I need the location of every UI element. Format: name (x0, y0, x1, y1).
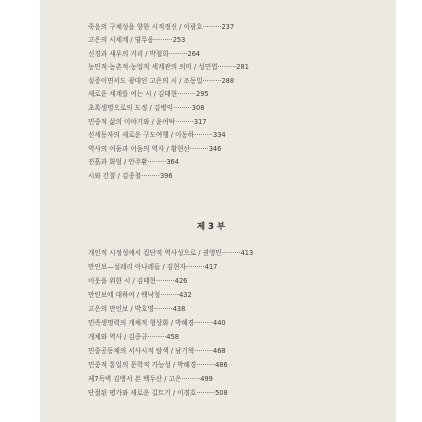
toc-entry: 만인보—설레리 아나레들 / 김현자·········417 (88, 263, 218, 271)
part-heading: 제 3 부 (196, 222, 226, 232)
toc-entry: 신경과 새우의 거리 / 박철희·········264 (88, 50, 201, 58)
toc-entry: 진흙과 화엄 / 안주환·········364 (88, 158, 179, 166)
toc-entry: 신세동자의 새로운 구도여행 / 이동하·········334 (88, 131, 226, 139)
toc-entry: 실증이면서도 광대인 고은의 시 / 조동일·········288 (88, 77, 235, 85)
toc-entry: 개체와 역사 / 김종규·········458 (88, 333, 179, 341)
toc-entry: 제7독벽 김병서 본 백두산 / 고은·········499 (88, 375, 213, 383)
toc-entry: 만인보에 대하여 / 백낙청·········432 (88, 291, 192, 299)
toc-entry: 고은의 시세계 / 염무웅·········253 (88, 36, 186, 44)
toc-entry: 죽음의 구체성을 향한 시적정신 / 이광호·········237 (88, 23, 235, 31)
toc-entry: 민중적 통일의 문학적 가능성 / 박혜경·········486 (88, 361, 228, 369)
toc-entry: 민중공동체의 서사시적 탐색 / 남기혁·········468 (88, 347, 226, 355)
toc-entry: 고은의 만인보 / 박호영·········438 (88, 305, 186, 313)
toc-entry: 역사의 어둠과 어둠의 역사 / 황현산·········346 (88, 145, 222, 153)
toc-entry: 이웃을 위한 시 / 김태현·········426 (88, 277, 188, 285)
toc-entry: 시와 간찰 / 김종철·········396 (88, 172, 173, 180)
toc-entry: 초록생명으로의 도정 / 김병익·········308 (88, 104, 205, 112)
toc-entry: 새로운 세계를 여는 시 / 김태현·········295 (88, 90, 209, 98)
toc-entry: 개인적 시정성에서 집단적 역사성으로 / 권영민·········413 (88, 249, 254, 257)
toc-entry: 농민적·농촌적·농업적 세계관의 의미 / 성민엽·········281 (88, 63, 249, 71)
toc-entry: 단절된 평가와 새로운 길트기 / 이경호·········508 (88, 389, 228, 397)
toc-entry: 민중적 삶의 이야기와 / 윤여탁·········317 (88, 118, 207, 126)
toc-entry: 민족생명력의 개체적 형상화 / 박혜경·········440 (88, 319, 226, 327)
